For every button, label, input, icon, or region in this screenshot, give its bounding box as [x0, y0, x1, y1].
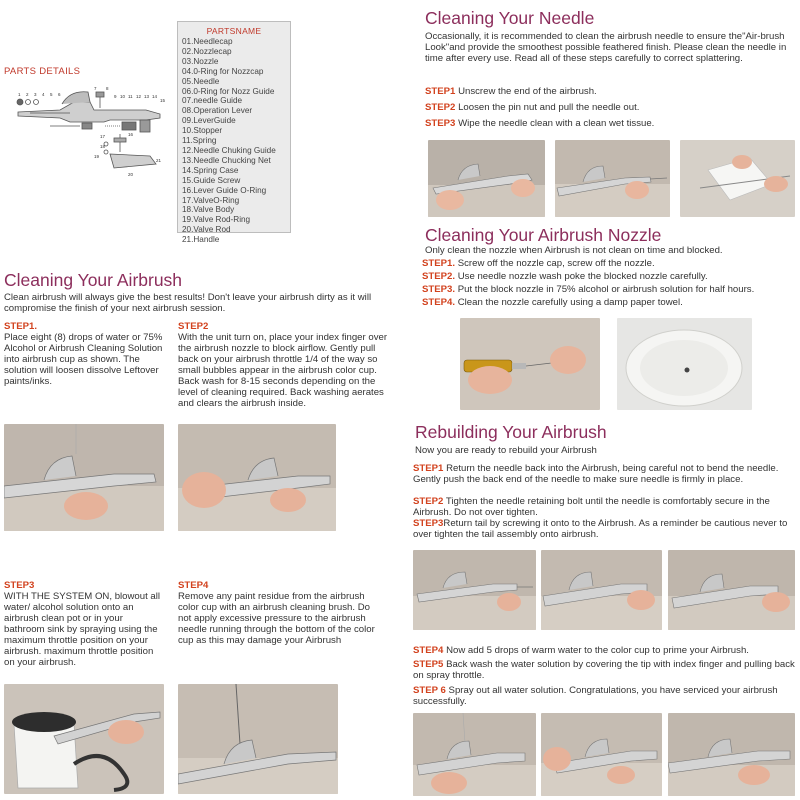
step-label: STEP2 — [413, 496, 444, 507]
svg-text:10: 10 — [120, 94, 126, 99]
photo-brush-color-cup — [178, 684, 338, 794]
step-label: STEP2 — [178, 321, 209, 332]
needle-step-1 — [425, 86, 795, 97]
parts-exploded-diagram — [10, 82, 172, 182]
photo-add-warm-water — [413, 713, 536, 796]
svg-text:17: 17 — [100, 134, 106, 139]
nozzle-step-4 — [422, 297, 796, 308]
rebuild-section-title: Rebuilding Your Airbrush — [415, 422, 607, 442]
step-label: STEP1. — [422, 258, 456, 269]
photo-poke-nozzle — [460, 318, 600, 410]
step-label: STEP4 — [413, 645, 444, 656]
parts-list-item: 02.Nozzlecap — [182, 46, 232, 56]
svg-text:20: 20 — [128, 172, 134, 177]
nozzle-step-3 — [422, 284, 796, 295]
step-text: Return tail by screwing it onto to the Airbrush. As a reminder be cautious never to over tighten the tail assembly onto airbrush. — [413, 518, 788, 540]
step-text: Put the block nozzle in 75% alcohol or airbrush solution for half hours. — [455, 284, 755, 295]
svg-text:11: 11 — [128, 94, 133, 99]
parts-list-item: 15.Guide Screw — [182, 175, 241, 185]
step-text: Back wash the water solution by covering the tip with index finger and pulling back on spray throttle. — [413, 659, 795, 681]
step-text: WITH THE SYSTEM ON, blowout all water/ alcohol solution onto an airbrush clean pot or in your bathroom sink by spraying using the maximum throttle position on your airbrush. maximum throttle position on your airbrush. — [4, 591, 161, 668]
parts-list-item: 05.Needle — [182, 76, 220, 86]
airbrush-section-title: Cleaning Your Airbrush — [4, 270, 183, 290]
parts-list-item: 18.Valve Body — [182, 205, 235, 215]
step-label: STEP1 — [425, 86, 456, 97]
step-text: Loosen the pin nut and pull the needle out. — [455, 102, 640, 113]
svg-text:19: 19 — [94, 154, 100, 159]
step-text: Clean the nozzle carefully using a damp paper towel. — [455, 297, 683, 308]
needle-intro: Occasionally, it is recommended to clean the airbrush needle to ensure the"Air-brush Look"and provide the smoothest possible feathered finish. Please clean the needle in time after every use. Read all of these steps carefully to correct splattering. — [425, 31, 787, 64]
step-label: STEP4. — [422, 297, 456, 308]
nozzle-step-2 — [422, 271, 796, 282]
nozzle-step-1 — [422, 258, 796, 269]
svg-text:9: 9 — [114, 94, 117, 99]
parts-list-item: 11.Spring — [182, 136, 217, 146]
svg-text:1: 1 — [18, 92, 21, 97]
airbrush-step-3 — [4, 580, 166, 668]
photo-return-tail — [668, 550, 795, 630]
svg-text:14: 14 — [152, 94, 158, 99]
step-label: STEP 6 — [413, 685, 446, 696]
parts-list-item: 14.Spring Case — [182, 165, 239, 175]
step-text: Place eight (8) drops of water or 75% Alcohol or Airbrush Cleaning Solution into airbrush cup as shown. The solution will loosen dissolve Leftover paints/inks. — [4, 332, 163, 387]
step-text: Remove any paint residue from the airbrush color cup with an airbrush cleaning brush. Do not apply excessive pressure to the airbrush needle running through the bottom of the color cup as this may damage your Airbrush — [178, 591, 375, 646]
svg-text:16: 16 — [128, 132, 134, 137]
svg-text:13: 13 — [144, 94, 150, 99]
step-label: STEP1 — [413, 463, 444, 474]
step-label: STEP3 — [413, 518, 444, 529]
rebuild-step-3 — [413, 518, 796, 540]
parts-list-item: 17.ValveO-Ring — [182, 195, 240, 205]
photo-back-wash — [541, 713, 662, 796]
step-label: STEP4 — [178, 580, 209, 591]
rebuild-intro: Now you are ready to rebuild your Airbrush — [415, 445, 597, 456]
parts-details-title: PARTS DETAILS — [4, 66, 81, 77]
step-label: STEP3 — [4, 580, 35, 591]
parts-list-item: 03.Nozzle — [182, 56, 219, 66]
parts-list-item: 19.Valve Rod-Ring — [182, 215, 251, 225]
rebuild-step-5 — [413, 659, 796, 681]
photo-unscrew-end — [428, 140, 545, 217]
parts-list-item: 13.Needle Chucking Net — [182, 155, 271, 165]
needle-section-title: Cleaning Your Needle — [425, 8, 595, 28]
photo-nozzle-in-solution — [617, 318, 752, 410]
needle-step-3 — [425, 118, 795, 129]
step-text: Return the needle back into the Airbrush, being careful not to bend the needle. Gently push the back end of the needle to make sure needle is firmly in place. — [413, 463, 779, 485]
step-label: STEP3. — [422, 284, 456, 295]
svg-text:21: 21 — [156, 158, 162, 163]
step-text: Unscrew the end of the airbrush. — [455, 86, 597, 97]
parts-list-item: 09.LeverGuide — [182, 116, 236, 126]
step-label: STEP1. — [4, 321, 38, 332]
parts-list-item: 20.Valve Rod — [182, 225, 231, 235]
rebuild-step-4 — [413, 645, 796, 656]
svg-text:12: 12 — [136, 94, 142, 99]
svg-text:18: 18 — [100, 144, 106, 149]
photo-tighten-bolt — [541, 550, 662, 630]
photo-spray-into-pot — [4, 684, 164, 794]
step-label: STEP3 — [425, 118, 456, 129]
step-label: STEP2 — [425, 102, 456, 113]
parts-list-item: 08.Operation Lever — [182, 106, 253, 116]
parts-list-item: 16.Lever Guide O-Ring — [182, 185, 267, 195]
step-text: Use needle nozzle wash poke the blocked nozzle carefully. — [455, 271, 708, 282]
parts-list-item: 12.Needle Chuking Guide — [182, 145, 276, 155]
photo-return-needle — [413, 550, 536, 630]
nozzle-section-title: Cleaning Your Airbrush Nozzle — [425, 225, 662, 245]
step-text: Tighten the needle retaining bolt until the needle is comfortably secure in the Airbrush. Do not over tighten. — [413, 496, 770, 518]
svg-text:2: 2 — [26, 92, 29, 97]
parts-list-item: 06.0-Ring for Nozz Guide — [182, 86, 275, 96]
step-text: With the unit turn on, place your index finger over the airbrush nozzle to block airflow. Gently pull back on your airbrush throttle 1/4 of the way so small bubbles appear in the airbrush color cup. Back wash for 8-15 seconds depending on the level of cleaning required. Back washing aerates and clears the airbrush inside. — [178, 332, 388, 409]
svg-text:7: 7 — [94, 86, 97, 91]
step-label: STEP2. — [422, 271, 456, 282]
svg-text:15: 15 — [160, 98, 166, 103]
airbrush-intro: Clean airbrush will always give the best results! Don't leave your airbrush dirty as it will compromise the finish of your next airbrush session. — [4, 292, 372, 314]
svg-text:6: 6 — [58, 92, 61, 97]
photo-spray-out-water — [668, 713, 795, 796]
airbrush-step-2 — [178, 321, 390, 409]
photo-wipe-needle — [680, 140, 795, 217]
rebuild-step-6 — [413, 685, 796, 707]
rebuild-step-1 — [413, 463, 796, 485]
step-text: Screw off the nozzle cap, screw off the nozzle. — [455, 258, 655, 269]
parts-name-title: PARTSNAME — [206, 26, 262, 36]
needle-step-2 — [425, 102, 795, 113]
svg-text:3: 3 — [34, 92, 37, 97]
parts-list-item: 10.Stopper — [182, 126, 223, 136]
parts-list-item: 21.Handle — [182, 235, 220, 245]
step-label: STEP5 — [413, 659, 444, 670]
svg-text:4: 4 — [42, 92, 45, 97]
photo-loosen-pin — [555, 140, 670, 217]
airbrush-step-4 — [178, 580, 378, 646]
airbrush-step-1 — [4, 321, 164, 387]
parts-list-item: 04.0-Ring for Nozzcap — [182, 66, 264, 76]
parts-list-item: 01.Needlecap — [182, 37, 233, 46]
svg-text:8: 8 — [106, 86, 109, 91]
photo-drops-into-cup — [4, 424, 164, 531]
step-text: Now add 5 drops of warm water to the color cup to prime your Airbrush. — [443, 645, 749, 656]
parts-list — [178, 37, 290, 245]
step-text: Wipe the needle clean with a clean wet tissue. — [455, 118, 655, 129]
svg-text:5: 5 — [50, 92, 53, 97]
step-text: Spray out all water solution. Congratulations, you have serviced your airbrush successfully. — [413, 685, 778, 707]
rebuild-step-2 — [413, 496, 796, 518]
parts-list-item: 07.needle Guide — [182, 96, 243, 106]
parts-name-box — [177, 21, 291, 245]
photo-finger-block-nozzle — [178, 424, 336, 531]
nozzle-intro: Only clean the nozzle when Airbrush is not clean on time and blocked. — [425, 245, 723, 256]
